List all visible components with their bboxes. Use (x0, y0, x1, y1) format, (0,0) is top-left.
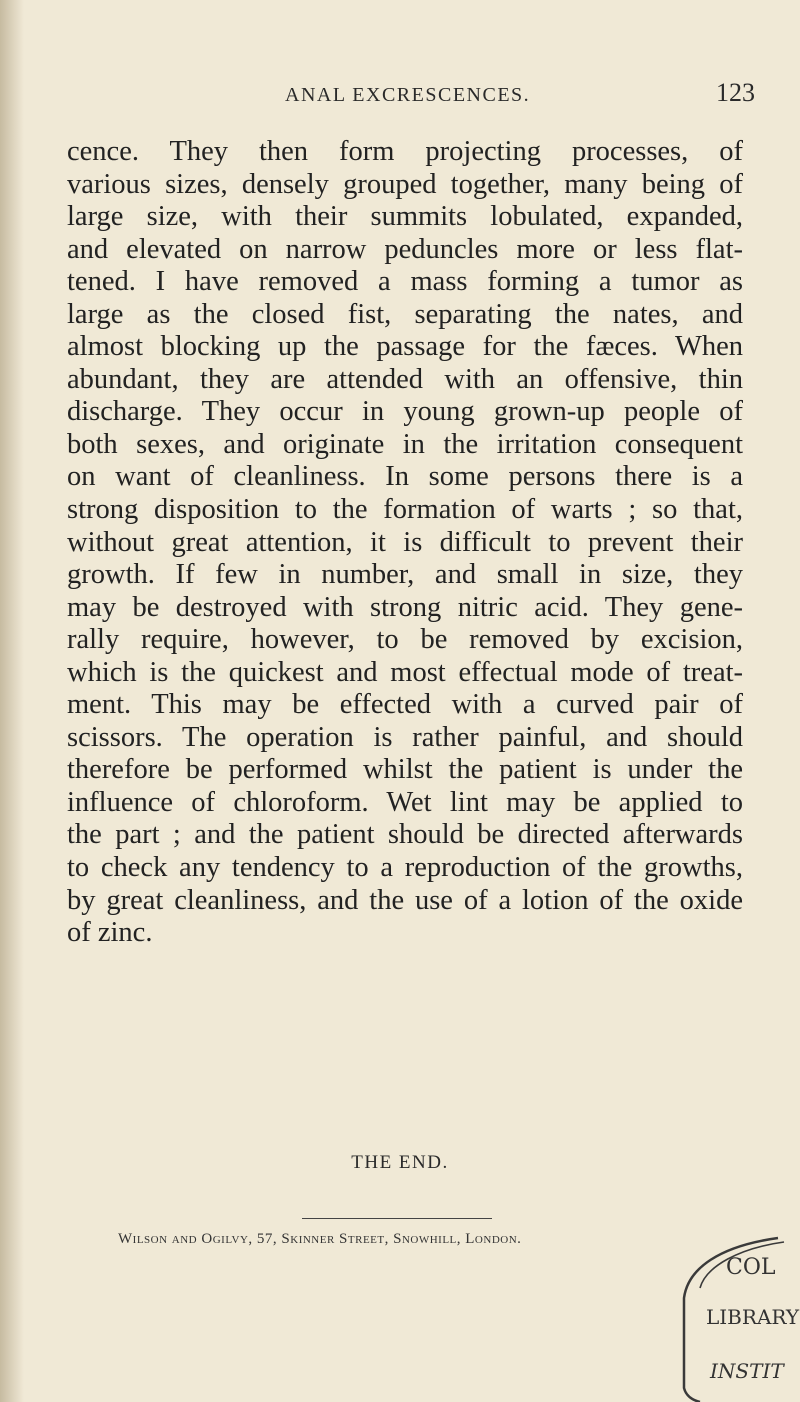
text-line: tened. I have removed a mass forming a tumor as (67, 266, 743, 298)
text-line: and elevated on narrow peduncles more or less flat- (67, 233, 743, 265)
library-stamp-icon (680, 1228, 800, 1402)
printer-imprint: Wilson and Ogilvy, 57, Skinner Street, Snowhill, London. (118, 1231, 522, 1247)
text-line: by great cleanliness, and the use of a lotion of the oxide (67, 884, 743, 916)
running-head: ANAL EXCRESCENCES. (285, 84, 531, 106)
text-line: strong disposition to the formation of warts ; so that, (67, 494, 743, 526)
stamp-text-top: COL (726, 1255, 776, 1280)
text-line: on want of cleanliness. In some persons there is a (67, 461, 743, 493)
text-line: cence. They then form projecting processes, of (67, 136, 743, 167)
text-line: scissors. The operation is rather painful, and should (67, 721, 743, 753)
text-line: ment. This may be effected with a curved pair of (67, 689, 743, 721)
divider-rule (302, 1218, 492, 1219)
text-line: large as the closed fist, separating the nates, and (67, 298, 743, 330)
the-end-label: THE END. (351, 1152, 449, 1173)
text-line: growth. If few in number, and small in size, they (67, 559, 743, 591)
text-line: rally require, however, to be removed by excision, (67, 624, 743, 656)
text-line: almost blocking up the passage for the fæces. When (67, 331, 743, 363)
body-text (67, 136, 743, 950)
text-line: to check any tendency to a reproduction of the growths, (67, 852, 743, 884)
page-number: 123 (716, 78, 755, 107)
text-line: various sizes, densely grouped together, many being of (67, 168, 743, 200)
text-line: the part ; and the patient should be directed afterwards (67, 819, 743, 851)
text-line: large size, with their summits lobulated, expanded, (67, 201, 743, 233)
text-line: therefore be performed whilst the patient is under the (67, 754, 743, 786)
text-line: may be destroyed with strong nitric acid. They gene- (67, 591, 743, 623)
text-line: abundant, they are attended with an offensive, thin (67, 363, 743, 395)
text-line: of zinc. (67, 917, 153, 949)
stamp-text-bottom: INSTIT (710, 1359, 784, 1383)
page-gutter-shadow (0, 0, 24, 1402)
text-line: discharge. They occur in young grown-up people of (67, 396, 743, 428)
stamp-text-middle: LIBRARY (706, 1305, 800, 1329)
text-line: both sexes, and originate in the irritation consequent (67, 428, 743, 460)
text-line: influence of chloroform. Wet lint may be applied to (67, 786, 743, 818)
text-line: which is the quickest and most effectual mode of treat- (67, 656, 743, 688)
text-line: without great attention, it is difficult to prevent their (67, 526, 743, 558)
